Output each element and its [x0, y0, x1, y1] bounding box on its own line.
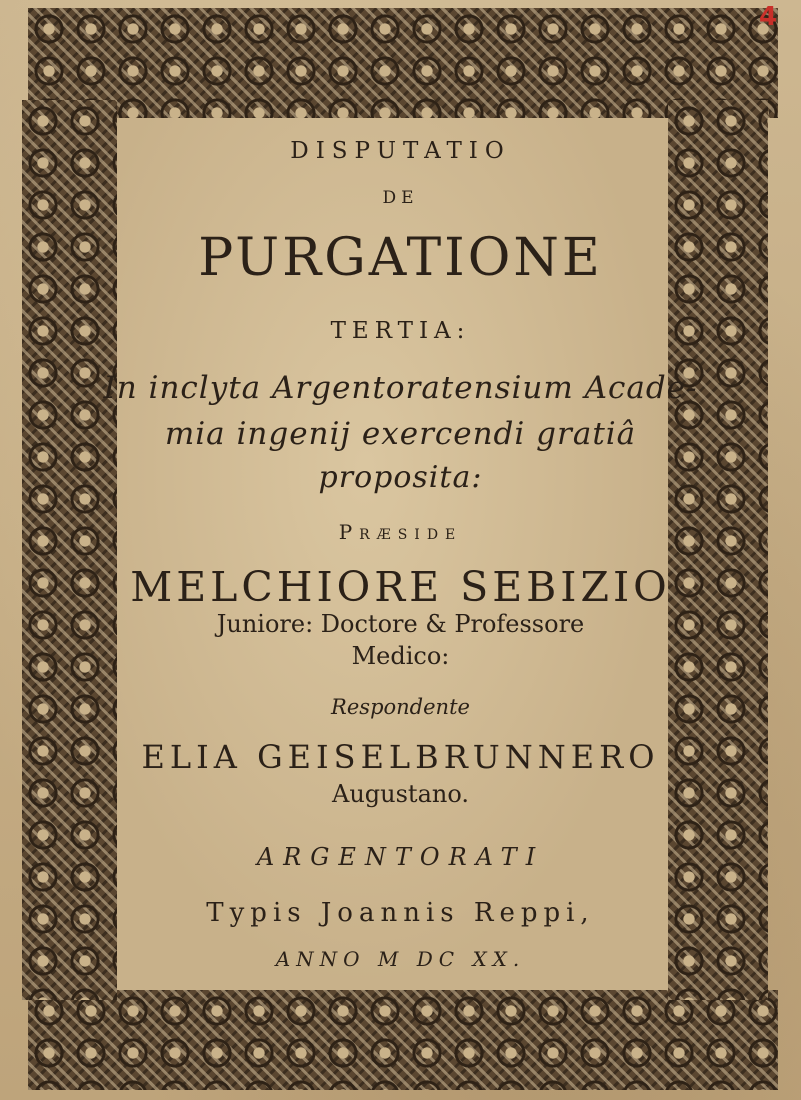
subtitle-line-3: proposita: [318, 460, 483, 495]
subtitle-line-2: mia ingenij exercendi gratiâ [164, 416, 637, 452]
ornament-border-top [28, 8, 778, 118]
page-number-stamp: 4 [759, 2, 778, 32]
respondente-label: Respondente [331, 695, 470, 719]
title-tertia: TERTIA: [330, 318, 471, 344]
praeside-label: Præside [338, 520, 463, 544]
praeses-title-2: Medico: [351, 642, 450, 670]
respondent-origin: Augustano. [332, 780, 469, 808]
praeses-name: MELCHIORE SEBIZIO [130, 563, 671, 611]
praeses-title: Juniore: Doctore & Professore [216, 610, 585, 638]
imprint-year: ANNO M DC XX. [275, 947, 526, 971]
imprint-printer: Typis Joannis Reppi, [206, 898, 595, 928]
title-de: DE [382, 188, 419, 208]
title-purgatione: PURGATIONE [198, 228, 603, 288]
respondent-name: ELIA GEISELBRUNNERO [141, 738, 660, 776]
imprint-place: ARGENTORATI [256, 843, 545, 871]
subtitle-line-1: In inclyta Argentoratensium Acade- [103, 370, 698, 406]
ornament-border-bottom [28, 990, 778, 1090]
title-disputatio: DISPUTATIO [290, 138, 511, 164]
